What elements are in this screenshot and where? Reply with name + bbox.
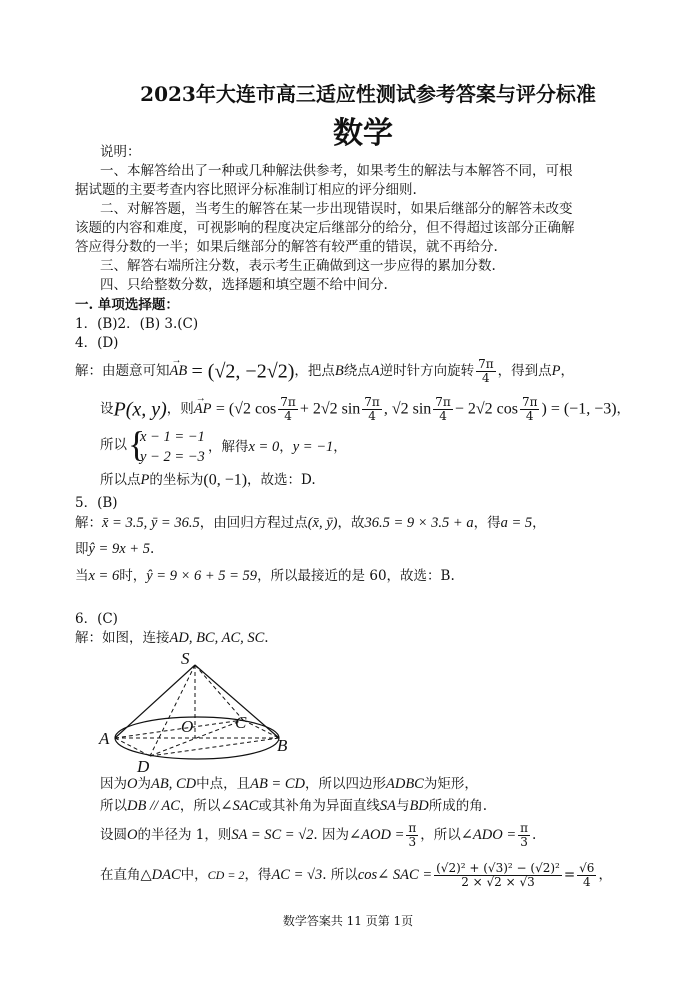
frac: $\frac{7\pi}{4}$ <box>280 395 296 423</box>
text: ，故选：D. <box>247 472 316 488</box>
note-4: 四、只给整数分数，选择题和填空题不给中间分. <box>100 277 388 293</box>
brace: { <box>128 424 146 464</box>
text: 逆时针方向旋转 <box>379 363 475 379</box>
q4-line-3-result <box>208 438 347 456</box>
line-bd: BD <box>409 798 429 814</box>
label-b: B <box>277 736 288 755</box>
text: 解：如图，连接 <box>75 630 170 646</box>
angle: ∠SAC <box>220 798 259 814</box>
document-title: 2023年大连市高三适应性测试参考答案与评分标准 <box>140 82 596 106</box>
line-sa: SA <box>379 798 396 814</box>
segment-sc <box>195 665 243 720</box>
label-o: O <box>181 717 194 736</box>
point-p: P <box>551 363 561 379</box>
text: 或其补角为异面直线 <box>258 798 380 814</box>
expr: = (√2 cos <box>215 400 277 418</box>
text: . 所以 <box>322 867 358 883</box>
frac: $\frac{\pi}{3}$ <box>408 821 417 849</box>
answer-6: 6．(C) <box>75 611 118 627</box>
text: ，所以最接近的是 60，故选：B. <box>257 568 455 584</box>
equation-1: x − 1 = −1 <box>140 429 205 445</box>
means: x̄ = 3.5, ȳ = 36.5 <box>102 515 200 531</box>
equation: 36.5 = 9 × 3.5 + a <box>364 515 474 531</box>
q6-line-1 <box>75 629 269 647</box>
q4-line-2 <box>100 393 631 423</box>
text: 的半径为 1，则 <box>137 827 232 843</box>
expr: , √2 sin <box>383 400 432 418</box>
answer-4: 4．(D) <box>75 335 119 351</box>
parallel: DB // AC <box>127 798 180 814</box>
point-p-coords: P(x, y) <box>113 398 167 421</box>
q6-line-3 <box>100 797 487 815</box>
text: ，所以 <box>179 798 221 814</box>
text: ，得 <box>244 867 272 883</box>
center-point: (x̄, ȳ) <box>307 515 338 531</box>
text: 所以 <box>100 798 127 814</box>
text: 解：由题意可知 <box>75 363 170 379</box>
point-b: B <box>334 363 344 379</box>
expr: + 2√2 sin <box>299 400 361 418</box>
frac: $\frac{7\pi}{4}$ <box>435 395 451 423</box>
text: 在直角 <box>100 867 141 883</box>
cos-expr: cos∠ SAC = <box>357 867 433 883</box>
q5-line-1 <box>75 514 546 532</box>
text: 所以点 <box>100 472 141 488</box>
text: 中， <box>180 867 208 883</box>
ac-value: AC = √3 <box>271 867 323 883</box>
text: 为矩形， <box>423 776 478 792</box>
text: ， <box>616 401 631 417</box>
text: ，由回归方程过点 <box>199 515 308 531</box>
text: 设 <box>100 401 114 417</box>
note-1b: 据试题的主要考查内容比照评分标准制订相应的评分细则. <box>75 182 417 198</box>
text: ， <box>532 515 546 531</box>
label-s: S <box>181 649 190 668</box>
label-c: C <box>235 713 247 732</box>
x-value: x = 6 <box>88 568 120 584</box>
answers-1-3: 1．(B)2．(B) 3.(C) <box>75 316 199 332</box>
text: ，所以 <box>420 827 461 843</box>
frac: $\frac{7\pi}{4}$ <box>364 395 380 423</box>
answer-5: 5．(B) <box>75 495 118 511</box>
cd-value: CD = 2 <box>207 868 245 882</box>
text: ，所以四边形 <box>305 776 386 792</box>
label-d: D <box>137 757 150 773</box>
note-2a: 二、对解答题，当考生的解答在某一步出现错误时，如果后继部分的解答未改变 <box>100 201 573 217</box>
text: ， <box>598 867 612 883</box>
equation-2: y − 2 = −3 <box>140 449 205 465</box>
subject-title: 数学 <box>333 116 393 151</box>
text: 中点，且 <box>196 776 251 792</box>
text: 当 <box>75 568 89 584</box>
point-a: A <box>370 363 380 379</box>
segments: AB, CD <box>150 776 197 792</box>
expr: ) = (−1, −3) <box>541 400 617 418</box>
text: 设圆 <box>100 827 127 843</box>
text: 与 <box>395 798 410 814</box>
q4-line-3-label: 所以 <box>100 437 127 453</box>
text: . <box>532 827 537 843</box>
text: ，则 <box>166 401 194 417</box>
vector-ab: → AB <box>169 355 188 379</box>
y-value: y = −1 <box>292 439 334 455</box>
text: 所成的角. <box>428 798 488 814</box>
text: ， <box>560 363 574 379</box>
vector-ab-value: = (√2, −2√2) <box>191 360 295 383</box>
text: = <box>563 867 576 883</box>
text: ，把点 <box>294 363 335 379</box>
angle: ∠AOD = <box>349 827 405 843</box>
page-footer: 数学答案共 11 页第 1页 <box>282 914 414 928</box>
equation: SA = SC = √2 <box>231 827 314 843</box>
point-o: O <box>127 776 138 792</box>
result-fraction: $\frac{√6}{4}$ <box>579 861 595 889</box>
point-o: O <box>127 827 138 843</box>
frac: $\frac{7\pi}{4}$ <box>521 395 538 423</box>
q4-line-4 <box>100 471 316 490</box>
text: 时， <box>119 568 147 584</box>
text: . 因为 <box>313 827 350 843</box>
label-a: A <box>99 729 110 748</box>
a-value: a = 5 <box>500 515 533 531</box>
quadrilateral: ADBC <box>386 776 424 792</box>
text: 为 <box>137 776 151 792</box>
text: . <box>149 541 155 557</box>
angle-fraction: $\frac{7\pi}{4}$ <box>478 357 494 385</box>
q6-line-5 <box>100 862 612 889</box>
text: . <box>264 630 269 646</box>
q6-line-4 <box>100 822 536 849</box>
angle: ∠ADO = <box>460 827 517 843</box>
q5-line-2 <box>75 540 154 558</box>
text: 即 <box>75 541 89 557</box>
prediction: ŷ = 9 × 6 + 5 = 59 <box>146 568 258 584</box>
section-heading: 一. 单项选择题： <box>75 297 179 313</box>
coord: (0, −1) <box>203 471 248 489</box>
text: ， <box>333 439 347 455</box>
vector-ap: → AP <box>193 393 212 417</box>
expr: − 2√2 cos <box>454 400 518 418</box>
triangle: △DAC <box>140 867 181 883</box>
segment-sd <box>150 665 195 756</box>
regression-equation: ŷ = 9x + 5 <box>88 541 150 557</box>
note-2c: 答应得分数的一半；如果后继部分的解答有较严重的错误，就不再给分. <box>75 239 498 255</box>
text: 因为 <box>100 776 127 792</box>
cos-fraction: $\frac{\text{(√2)² + (√3)² − (√2)²}}{2 \times √2 \times √3}$ <box>436 861 560 889</box>
segments: AD, BC, AC, SC <box>169 630 265 646</box>
segment-db <box>150 738 279 756</box>
q5-line-3 <box>75 567 455 585</box>
text: 绕点 <box>343 363 371 379</box>
note-2b: 该题的内容和难度，可视影响的程度决定后继部分的给分，但不得超过该部分正确解 <box>75 220 575 236</box>
segment-ad <box>115 738 150 756</box>
text: ，得 <box>473 515 501 531</box>
x-value: x = 0 <box>248 439 280 455</box>
segment-ac <box>115 720 243 738</box>
q6-line-2 <box>100 775 478 793</box>
notes-heading: 说明： <box>100 144 141 160</box>
note-3: 三、解答右端所注分数，表示考生正确做到这一步应得的累加分数. <box>100 258 496 274</box>
text: ，得到点 <box>497 363 552 379</box>
text: 解： <box>75 515 102 531</box>
text: 的坐标为 <box>149 472 204 488</box>
frac: $\frac{\pi}{3}$ <box>520 821 529 849</box>
q4-line-1 <box>75 355 574 385</box>
equation: AB = CD <box>250 776 305 792</box>
text: ，故 <box>337 515 365 531</box>
cone-figure <box>95 648 305 773</box>
note-1a: 一、本解答给出了一种或几种解法供参考，如果考生的解法与本解答不同，可根 <box>100 163 573 179</box>
text: ， <box>279 439 293 455</box>
text: ，解得 <box>208 439 249 455</box>
point-p: P <box>140 472 150 488</box>
